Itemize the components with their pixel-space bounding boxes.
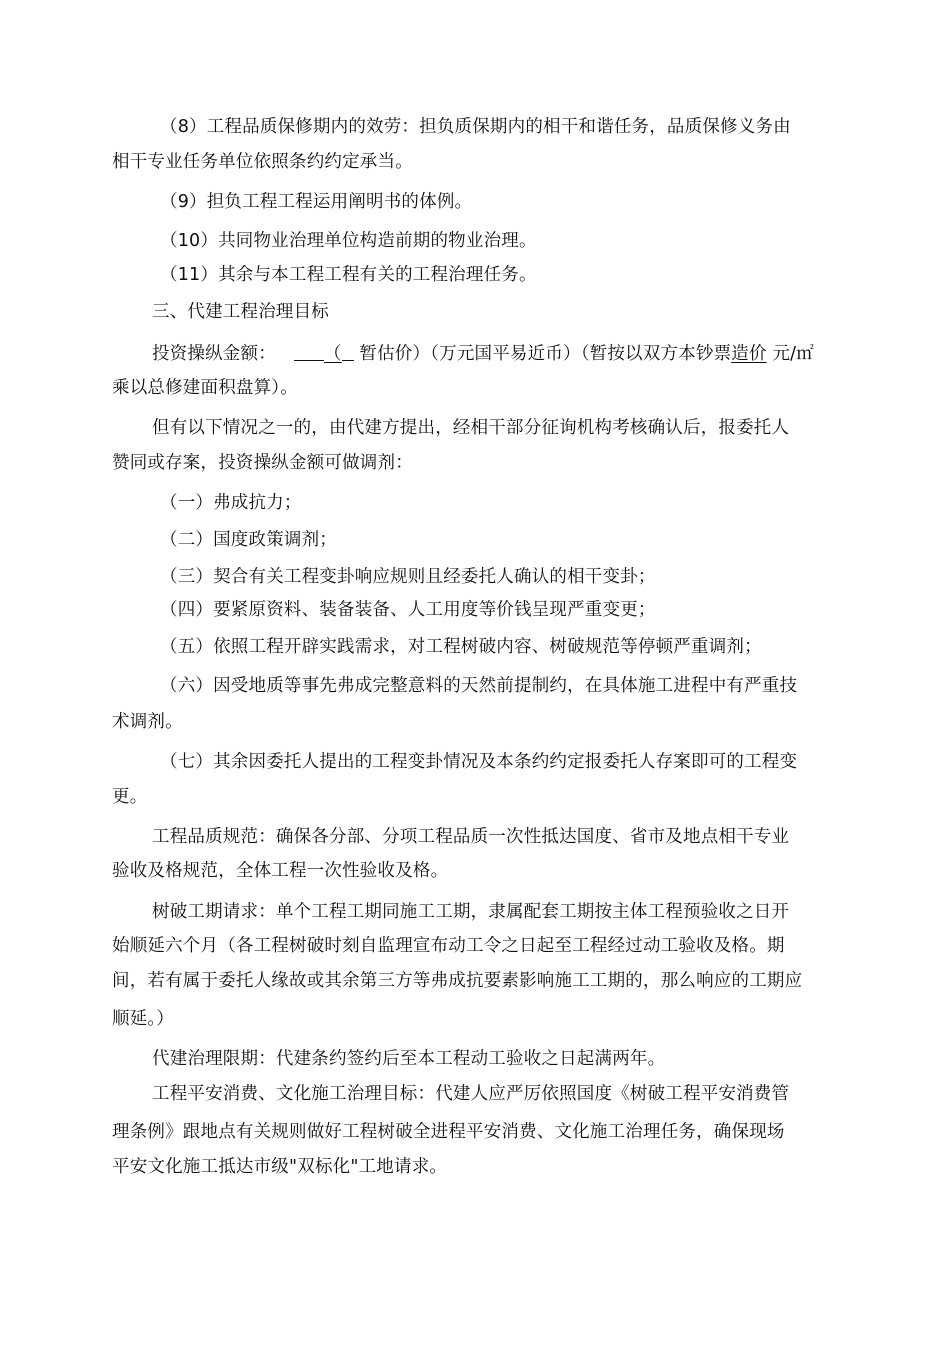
paragraph-10: （10）共同物业治理单位构造前期的物业治理。 xyxy=(160,231,537,251)
investment-blank xyxy=(294,344,324,361)
paragraph-8-line-1: （8）工程品质保修期内的效劳：担负质保期内的相干和谐任务，品质保修义务由 xyxy=(160,117,791,137)
section-heading-3: 三、代建工程治理目标 xyxy=(152,302,329,322)
safety-line-3: 平安文化施工抵达市级"双标化"工地请求。 xyxy=(112,1157,448,1177)
quality-standard-line-2: 验收及格规范，全体工程一次性验收及格。 xyxy=(112,861,449,881)
term-line: 代建治理限期：代建条约签约后至本工程动工验收之日起满两年。 xyxy=(152,1049,666,1069)
condition-1: （一）弗成抗力； xyxy=(160,493,302,513)
investment-text: 暂估价）（万元国平易近币）（暂按以双方本钞票 xyxy=(353,344,732,364)
period-line-1: 树破工期请求：单个工程工期同施工工期，隶属配套工期按主体工程预验收之日开 xyxy=(152,902,790,922)
investment-line-1 xyxy=(152,342,814,366)
condition-4: （四）要紧原资料、装备装备、人工用度等价钱呈现严重变更； xyxy=(160,600,656,620)
quality-standard-line-1: 工程品质规范：确保各分部、分项工程品质一次性抵达国度、省市及地点相干专业 xyxy=(152,827,790,847)
paragraph-11: （11）其余与本工程工程有关的工程治理任务。 xyxy=(160,265,537,285)
period-line-2: 始顺延六个月（各工程树破时刻自监理宣布动工令之日起至工程经过动工验收及格。期 xyxy=(112,936,785,956)
investment-unit: 元/㎡ xyxy=(766,344,814,364)
investment-paren: （ xyxy=(323,344,342,364)
paragraph-9: （9）担负工程工程运用阐明书的体例。 xyxy=(160,192,473,212)
condition-6-line-2: 术调剂。 xyxy=(112,712,183,732)
investment-price-field: 造价 xyxy=(731,344,767,364)
adjustment-line-1: 但有以下情况之一的，由代建方提出，经相干部分征询机构考核确认后，报委托人 xyxy=(152,418,790,438)
investment-label: 投资操纵金额： xyxy=(152,344,276,364)
condition-6-line-1: （六）因受地质等事先弗成完整意料的天然前提制约，在具体施工进程中有严重技 xyxy=(160,676,798,696)
safety-line-2: 理条例》跟地点有关规则做好工程树破全进程平安消费、文化施工治理任务，确保现场 xyxy=(112,1122,785,1142)
condition-7-line-1: （七）其余因委托人提出的工程变卦情况及本条约约定报委托人存案即可的工程变 xyxy=(160,752,798,772)
condition-2: （二）国度政策调剂； xyxy=(160,530,337,550)
paragraph-8-line-2: 相干专业任务单位依照条约约定承当。 xyxy=(112,152,413,172)
investment-line-2: 乘以总修建面积盘算）。 xyxy=(112,378,298,398)
condition-7-line-2: 更。 xyxy=(112,787,148,807)
period-line-3: 间，若有属于委托人缘故或其余第三方等弗成抗要素影响施工工期的，那么响应的工期应 xyxy=(112,971,803,991)
condition-5: （五）依照工程开辟实践需求，对工程树破内容、树破规范等停顿严重调剂； xyxy=(160,637,762,657)
safety-line-1: 工程平安消费、文化施工治理目标：代建人应严厉依照国度《树破工程平安消费管 xyxy=(152,1084,790,1104)
investment-blank-2 xyxy=(342,344,354,361)
period-line-4: 顺延。） xyxy=(112,1009,175,1029)
adjustment-line-2: 赞同或存案，投资操纵金额可做调剂： xyxy=(112,453,413,473)
condition-3: （三）契合有关工程变卦响应规则且经委托人确认的相干变卦； xyxy=(160,567,656,587)
